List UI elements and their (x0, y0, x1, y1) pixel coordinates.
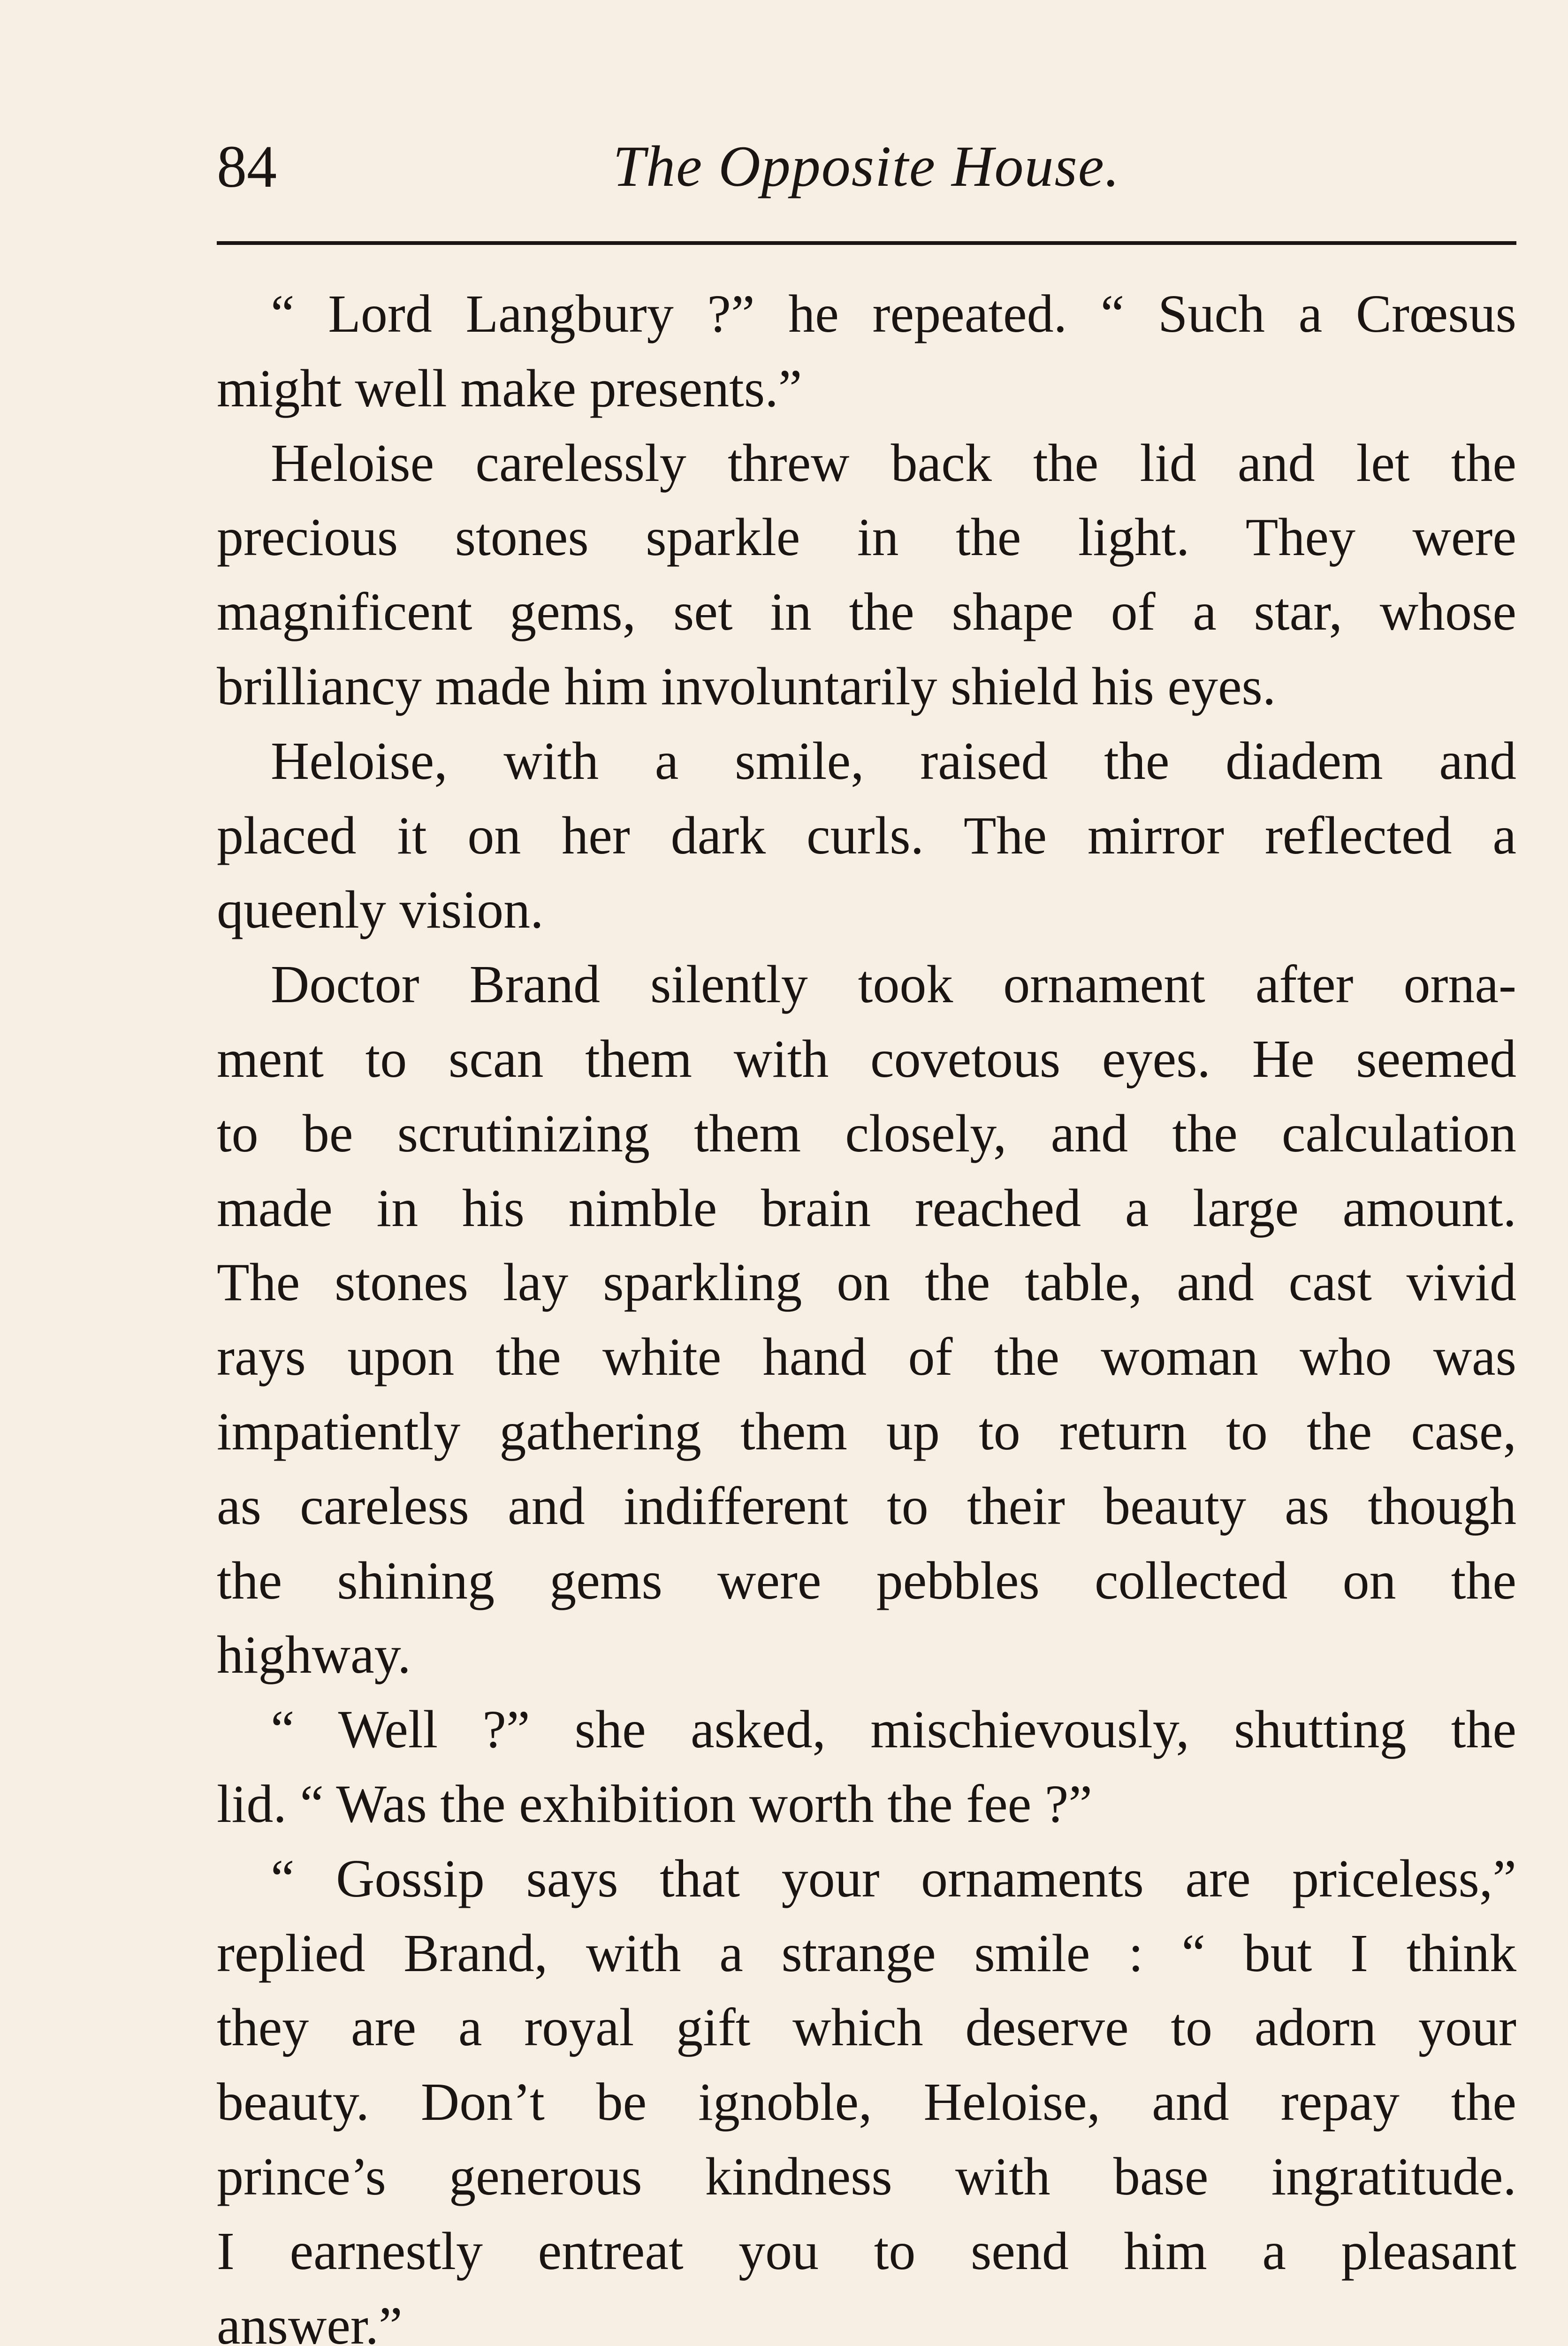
text-line: might well make presents.” (217, 358, 802, 418)
text-line: I earnestly entreat you to send him a pleasant (217, 2221, 1516, 2281)
text-line: to be scrutinizing them closely, and the calculation (217, 1103, 1516, 1163)
text-line: they are a royal gift which deserve to adorn your (217, 1997, 1516, 2057)
text-line: Heloise carelessly threw back the lid and let the (271, 433, 1516, 493)
text-line: as careless and indifferent to their beauty as though (217, 1476, 1516, 1536)
text-line: made in his nimble brain reached a large amount. (217, 1178, 1516, 1238)
body-text (217, 277, 1516, 2346)
page-number: 84 (217, 133, 277, 200)
text-line: the shining gems were pebbles collected on the (217, 1550, 1516, 1610)
running-title: The Opposite House. (613, 134, 1120, 198)
text-line: queenly vision. (217, 880, 544, 940)
text-line: rays upon the white hand of the woman who was (217, 1327, 1516, 1387)
header-rule (217, 241, 1516, 245)
text-line: “ Lord Langbury ?” he repeated. “ Such a Crœsus (271, 284, 1516, 343)
text-line: Doctor Brand silently took ornament after orna- (271, 954, 1516, 1014)
text-line: ment to scan them with covetous eyes. He seemed (217, 1028, 1516, 1089)
text-line: placed it on her dark curls. The mirror reflected a (217, 805, 1516, 865)
page-header (217, 122, 1516, 211)
text-line: The stones lay sparkling on the table, and cast vivid (217, 1252, 1516, 1312)
text-line: precious stones sparkle in the light. They were (217, 507, 1516, 567)
text-line: brilliancy made him involuntarily shield his eyes. (217, 656, 1276, 716)
text-line: “ Well ?” she asked, mischievously, shutting the (271, 1699, 1516, 1760)
text-line: impatiently gathering them up to return to the case, (217, 1401, 1516, 1461)
text-line: beauty. Don’t be ignoble, Heloise, and repay the (217, 2072, 1516, 2132)
text-line: prince’s generous kindness with base ingratitude. (217, 2146, 1516, 2206)
text-line: answer.” (217, 2295, 403, 2346)
text-line: “ Gossip says that your ornaments are priceless,” (271, 1848, 1516, 1908)
text-line: Heloise, with a smile, raised the diadem and (271, 731, 1516, 791)
text-line: replied Brand, with a strange smile : “ but I think (217, 1923, 1516, 1983)
text-line: magnificent gems, set in the shape of a star, whose (217, 582, 1516, 642)
text-line: lid. “ Was the exhibition worth the fee ?” (217, 1774, 1092, 1834)
text-line: highway. (217, 1625, 411, 1685)
